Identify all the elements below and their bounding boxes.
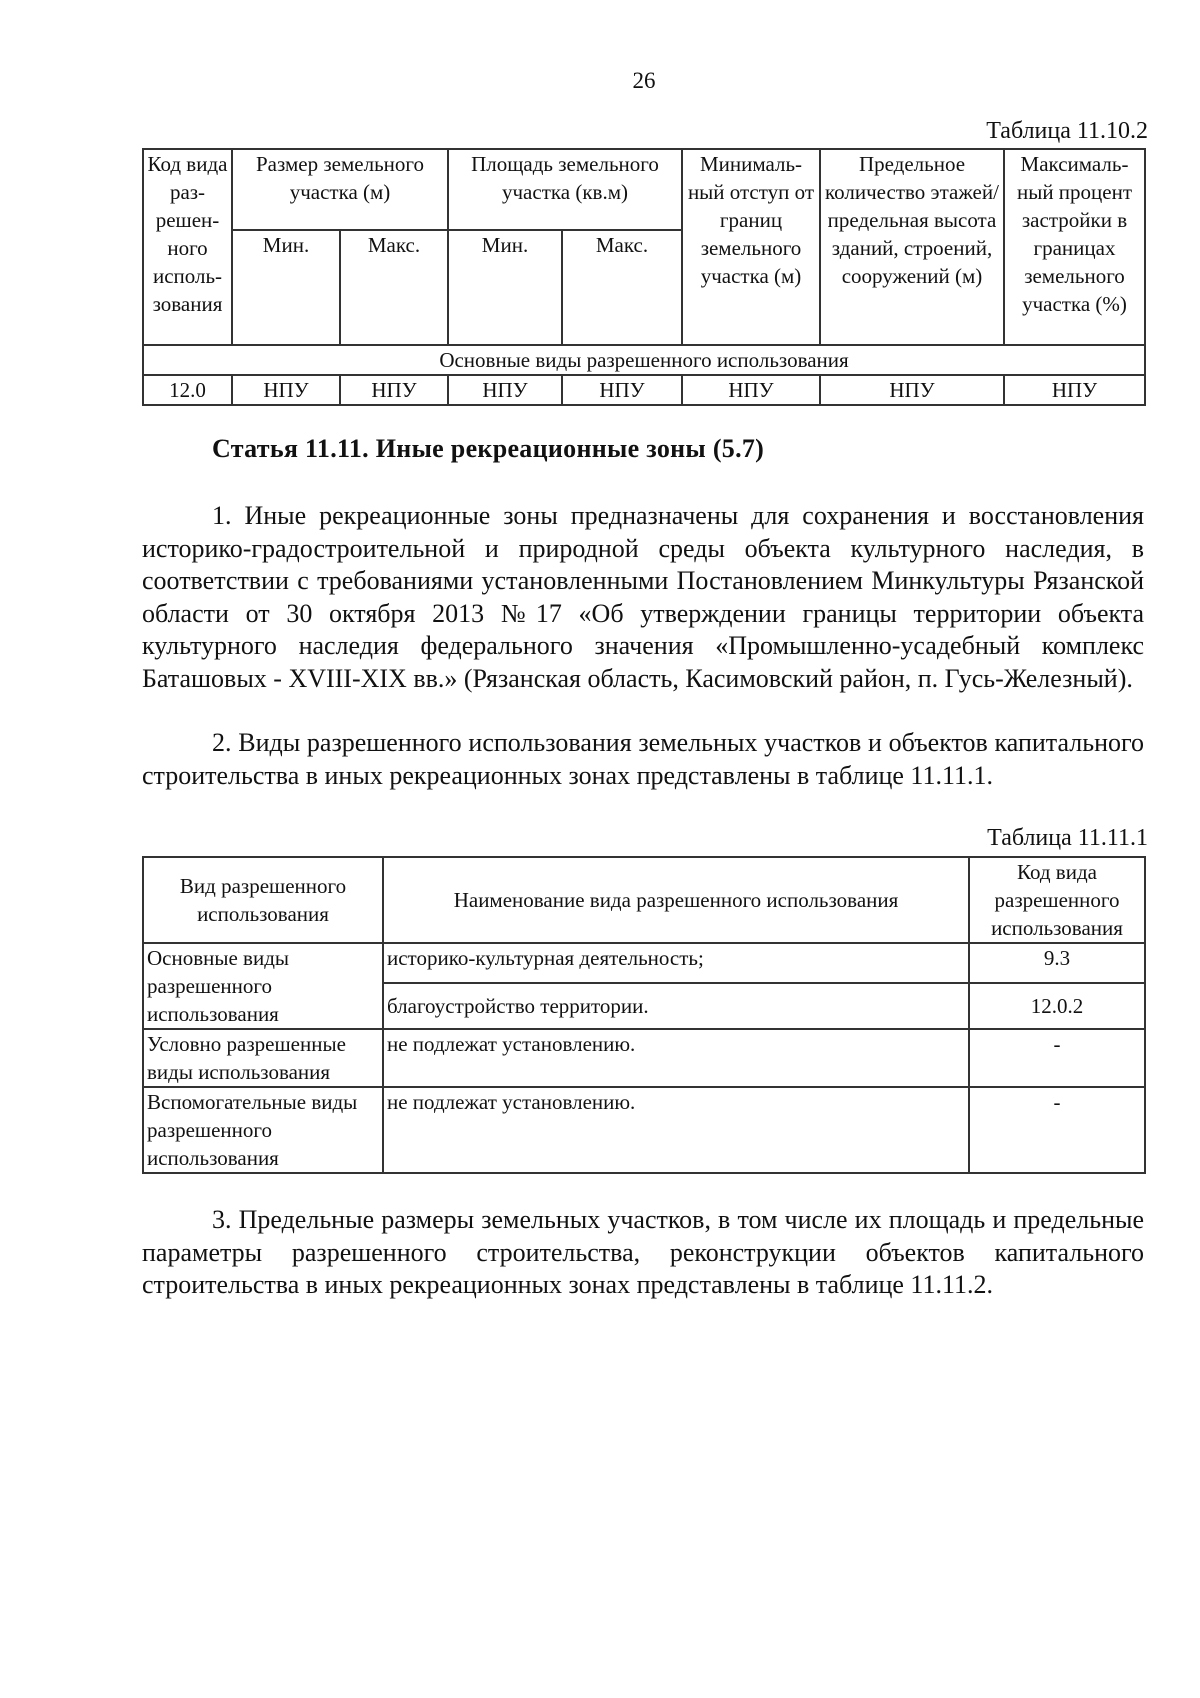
use-name: историко-культурная деятельность; <box>383 943 969 983</box>
use-name: не подлежат установлению. <box>383 1087 969 1173</box>
table-cell: НПУ <box>1004 375 1145 405</box>
section-label: Основные виды разрешенного использования <box>143 345 1145 375</box>
header-setback: Минималь-ный отступ от границ земельного участка (м) <box>682 149 820 345</box>
paragraph-text: 1. Иные рекреационные зоны предназначены для сохранения и восстановления историко-градостроительной и природной среды объекта культурного наследия, в соответствии с требованиями установленными Постановлением Минкультуры Рязанской области от 30 октября 2013 №17 «Об утверждении границы территории объекта культурного наследия федерального значения «Промышленно-усадебный комплекс Баташовых - XVIII-XIX вв.» (Рязанская область, Касимовский район, п. Гусь-Железный). <box>142 501 1144 693</box>
use-name: благоустройство территории. <box>383 983 969 1029</box>
header-size-min: Мин. <box>232 230 340 345</box>
group-label: Основные виды разрешенного использования <box>143 943 383 1029</box>
header-use-name: Наименование вида разрешенного использования <box>383 857 969 943</box>
header-use-type: Вид разрешенного использования <box>143 857 383 943</box>
paragraph-3 <box>142 1204 1144 1302</box>
table-row <box>143 1087 1145 1173</box>
table-cell: НПУ <box>448 375 562 405</box>
use-code: 12.0.2 <box>969 983 1145 1029</box>
paragraph-text: 3. Предельные размеры земельных участков, в том числе их площадь и предельные параметры разрешенного строительства, реконструкции объектов капитального строительства в иных рекреационных зонах представлены в таблице 11.11.2. <box>142 1205 1144 1299</box>
group-label: Вспомогательные виды разрешенного использования <box>143 1087 383 1173</box>
page-number: 26 <box>632 68 656 93</box>
header-use-code: Код вида разрешенного использования <box>969 857 1145 943</box>
header-area-min: Мин. <box>448 230 562 345</box>
table-cell: НПУ <box>562 375 682 405</box>
table-cell: НПУ <box>340 375 448 405</box>
table-cell: НПУ <box>232 375 340 405</box>
header-size: Размер земельного участка (м) <box>232 149 448 230</box>
table-cell: НПУ <box>682 375 820 405</box>
article-heading: Статья 11.11. Иные рекреационные зоны (5.7) <box>212 434 765 463</box>
land-parameters-table <box>142 148 1146 406</box>
table-cell: НПУ <box>820 375 1004 405</box>
table-row <box>143 375 1145 405</box>
paragraph-1 <box>142 500 1144 695</box>
header-area-max: Макс. <box>562 230 682 345</box>
header-coverage: Максималь-ный процент застройки в границах земельного участка (%) <box>1004 149 1145 345</box>
group-label: Условно разрешенные виды использования <box>143 1029 383 1087</box>
use-code: - <box>969 1029 1145 1087</box>
table-row <box>143 1029 1145 1087</box>
table-cell: 12.0 <box>143 375 232 405</box>
table-row <box>143 943 1145 983</box>
table-caption: Таблица 11.11.1 <box>987 825 1148 851</box>
use-code: - <box>969 1087 1145 1173</box>
use-name: не подлежат установлению. <box>383 1029 969 1087</box>
paragraph-text: 2. Виды разрешенного использования земельных участков и объектов капитального строительства в иных рекреационных зонах представлены в таблице 11.11.1. <box>142 728 1144 790</box>
header-size-max: Макс. <box>340 230 448 345</box>
paragraph-2 <box>142 727 1144 792</box>
header-floors: Предельное количество этажей/ предельная высота зданий, строений, сооружений (м) <box>820 149 1004 345</box>
permitted-use-table <box>142 856 1146 1174</box>
header-area: Площадь земельного участка (кв.м) <box>448 149 682 230</box>
header-code: Код вида раз-решен-ного исполь-зования <box>143 149 232 345</box>
table-caption: Таблица 11.10.2 <box>986 118 1148 144</box>
use-code: 9.3 <box>969 943 1145 983</box>
